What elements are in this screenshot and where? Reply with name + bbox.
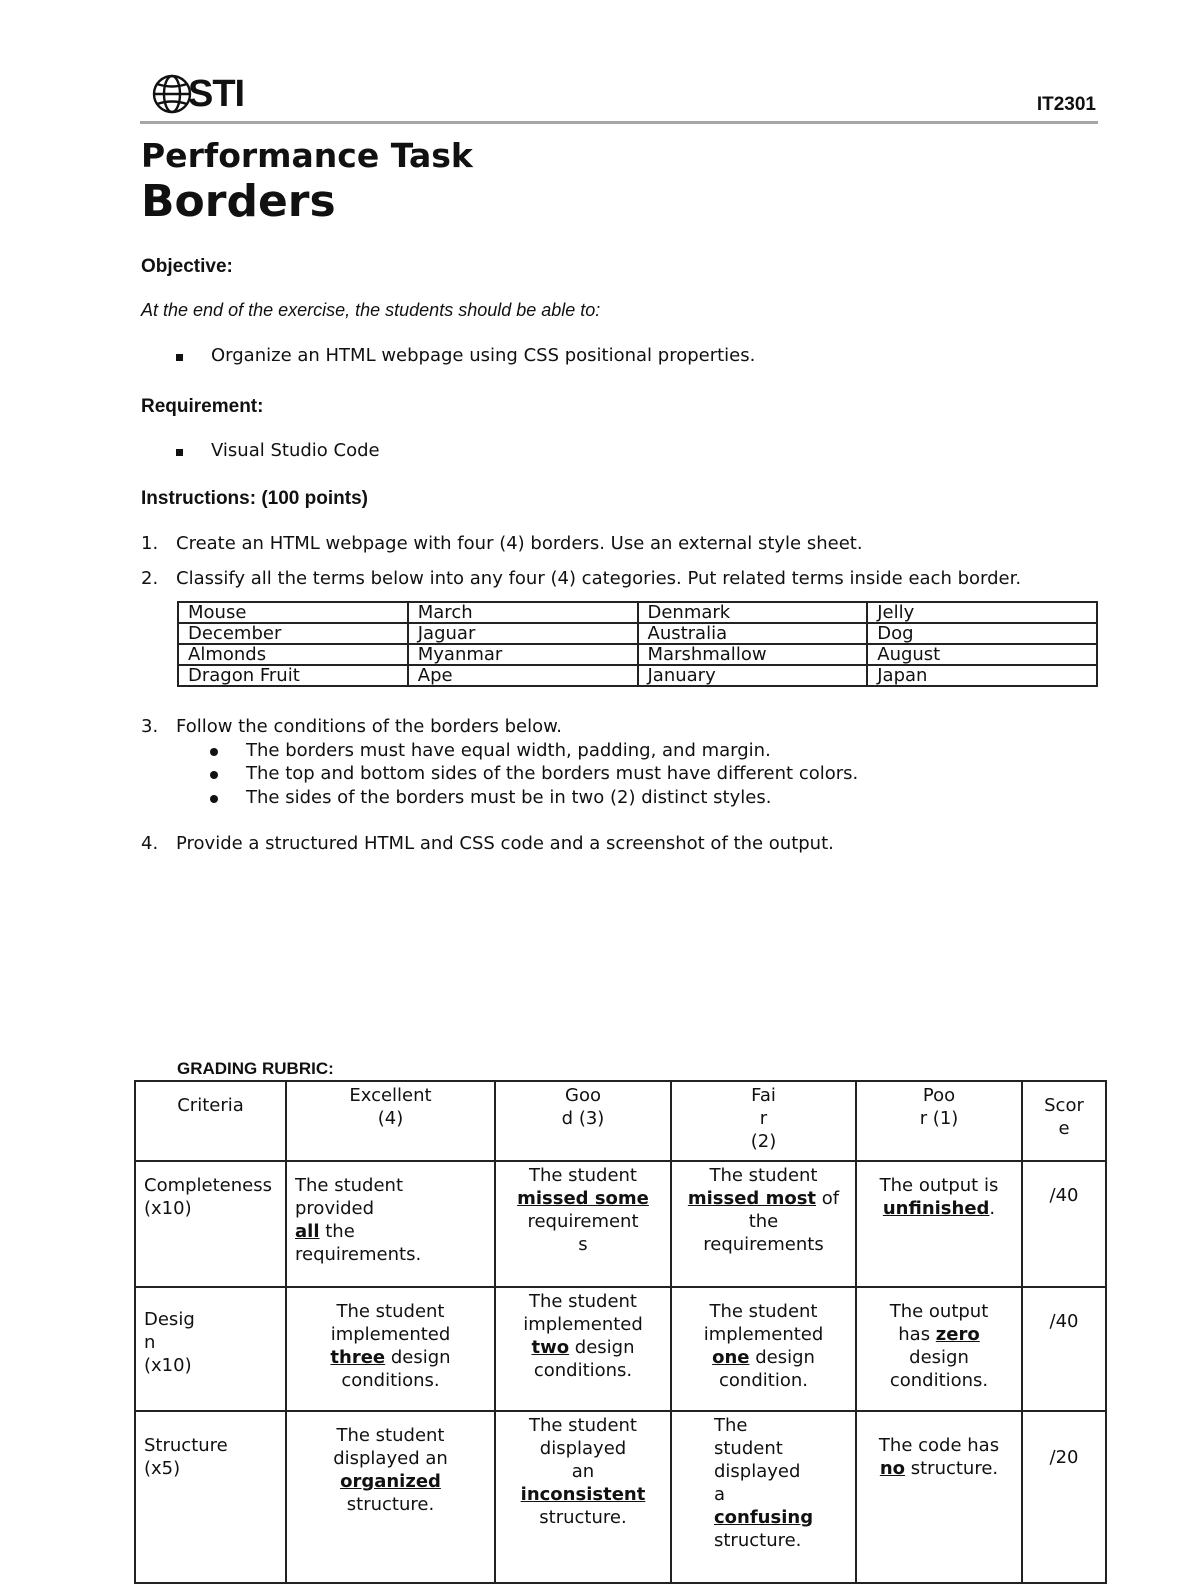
header-excellent: Excellent (4) (286, 1081, 495, 1161)
condition-text: The top and bottom sides of the borders must have different colors. (246, 763, 859, 784)
condition-text: The borders must have equal width, padding, and margin. (246, 740, 771, 761)
instructions-label: Instructions: (100 points) (141, 488, 368, 509)
table-row (178, 665, 1097, 686)
header-rule (140, 121, 1098, 124)
table-cell: Denmark (638, 602, 868, 623)
requirement-item (176, 440, 380, 461)
step-text: Provide a structured HTML and CSS code and a screenshot of the output. (176, 833, 834, 854)
condition-item (210, 740, 771, 761)
table-cell: Dog (867, 623, 1097, 644)
logo-text: STI (188, 73, 245, 115)
instruction-step (141, 716, 562, 737)
table-row (178, 644, 1097, 665)
fair-cell: The student implemented one design condition. (671, 1287, 856, 1411)
bullet-icon (210, 748, 218, 756)
score-cell: /40 (1022, 1287, 1106, 1411)
objective-item-text: Organize an HTML webpage using CSS positional properties. (211, 345, 756, 366)
header-poor: Poo r (1) (856, 1081, 1022, 1161)
table-cell: August (867, 644, 1097, 665)
score-cell: /40 (1022, 1161, 1106, 1287)
poor-cell: The output is unfinished. (856, 1161, 1022, 1287)
table-cell: December (178, 623, 408, 644)
header-score: Scor e (1022, 1081, 1106, 1161)
table-cell: Dragon Fruit (178, 665, 408, 686)
table-cell: Myanmar (408, 644, 638, 665)
condition-text: The sides of the borders must be in two (2) distinct styles. (246, 787, 772, 808)
step-text: Follow the conditions of the borders below. (176, 716, 562, 737)
criteria-cell: Structure (x5) (135, 1411, 286, 1583)
table-cell: Jaguar (408, 623, 638, 644)
instruction-step (141, 833, 834, 854)
table-cell: March (408, 602, 638, 623)
condition-item (210, 787, 771, 808)
objective-label: Objective: (141, 256, 233, 277)
grading-rubric-table (134, 1080, 1107, 1584)
step-text: Create an HTML webpage with four (4) borders. Use an external style sheet. (176, 533, 863, 554)
terms-table (177, 601, 1098, 687)
table-cell: Mouse (178, 602, 408, 623)
instruction-step (141, 533, 863, 554)
bullet-icon (176, 354, 183, 361)
page-title: Performance Task (141, 136, 473, 175)
rubric-title: GRADING RUBRIC: (177, 1059, 334, 1078)
bullet-icon (210, 771, 218, 779)
criteria-cell: Completeness (x10) (135, 1161, 286, 1287)
good-cell: The student missed some requirement s (495, 1161, 671, 1287)
bullet-icon (210, 795, 218, 803)
course-code: IT2301 (1036, 94, 1096, 115)
page-subtitle: Borders (141, 176, 336, 227)
table-row (135, 1411, 1106, 1583)
good-cell: The student implemented two design conditions. (495, 1287, 671, 1411)
table-cell: Marshmallow (638, 644, 868, 665)
header-criteria: Criteria (135, 1081, 286, 1161)
table-cell: Almonds (178, 644, 408, 665)
step-number: 4. (141, 833, 159, 854)
table-row (135, 1161, 1106, 1287)
fair-cell: The student missed most of the requirements (671, 1161, 856, 1287)
table-cell: Australia (638, 623, 868, 644)
criteria-cell: Desig n (x10) (135, 1287, 286, 1411)
excellent-cell: The student implemented three design conditions. (286, 1287, 495, 1411)
bullet-icon (176, 449, 183, 456)
instruction-step (141, 568, 1021, 589)
header-good: Goo d (3) (495, 1081, 671, 1161)
sti-logo (150, 72, 244, 116)
requirement-item-text: Visual Studio Code (211, 440, 380, 461)
score-cell: /20 (1022, 1411, 1106, 1583)
step-text: Classify all the terms below into any four (4) categories. Put related terms inside each border. (176, 568, 1022, 589)
excellent-cell: The student provided all the requirements. (286, 1161, 495, 1287)
table-row (135, 1287, 1106, 1411)
table-row (178, 602, 1097, 623)
objective-intro: At the end of the exercise, the students should be able to: (141, 300, 601, 320)
requirement-label: Requirement: (141, 396, 264, 417)
good-cell: The student displayed an inconsistent structure. (495, 1411, 671, 1583)
poor-cell: The output has zero design conditions. (856, 1287, 1022, 1411)
header-fair: Fai r (2) (671, 1081, 856, 1161)
table-row (135, 1081, 1106, 1161)
fair-cell: The student displayed a confusing structure. (671, 1411, 856, 1583)
step-number: 2. (141, 568, 159, 589)
step-number: 1. (141, 533, 159, 554)
table-cell: January (638, 665, 868, 686)
objective-item (176, 345, 755, 366)
step-number: 3. (141, 716, 159, 737)
table-row (178, 623, 1097, 644)
excellent-cell: The student displayed an organized structure. (286, 1411, 495, 1583)
poor-cell: The code has no structure. (856, 1411, 1022, 1583)
table-cell: Jelly (867, 602, 1097, 623)
table-cell: Japan (867, 665, 1097, 686)
condition-item (210, 763, 858, 784)
table-cell: Ape (408, 665, 638, 686)
